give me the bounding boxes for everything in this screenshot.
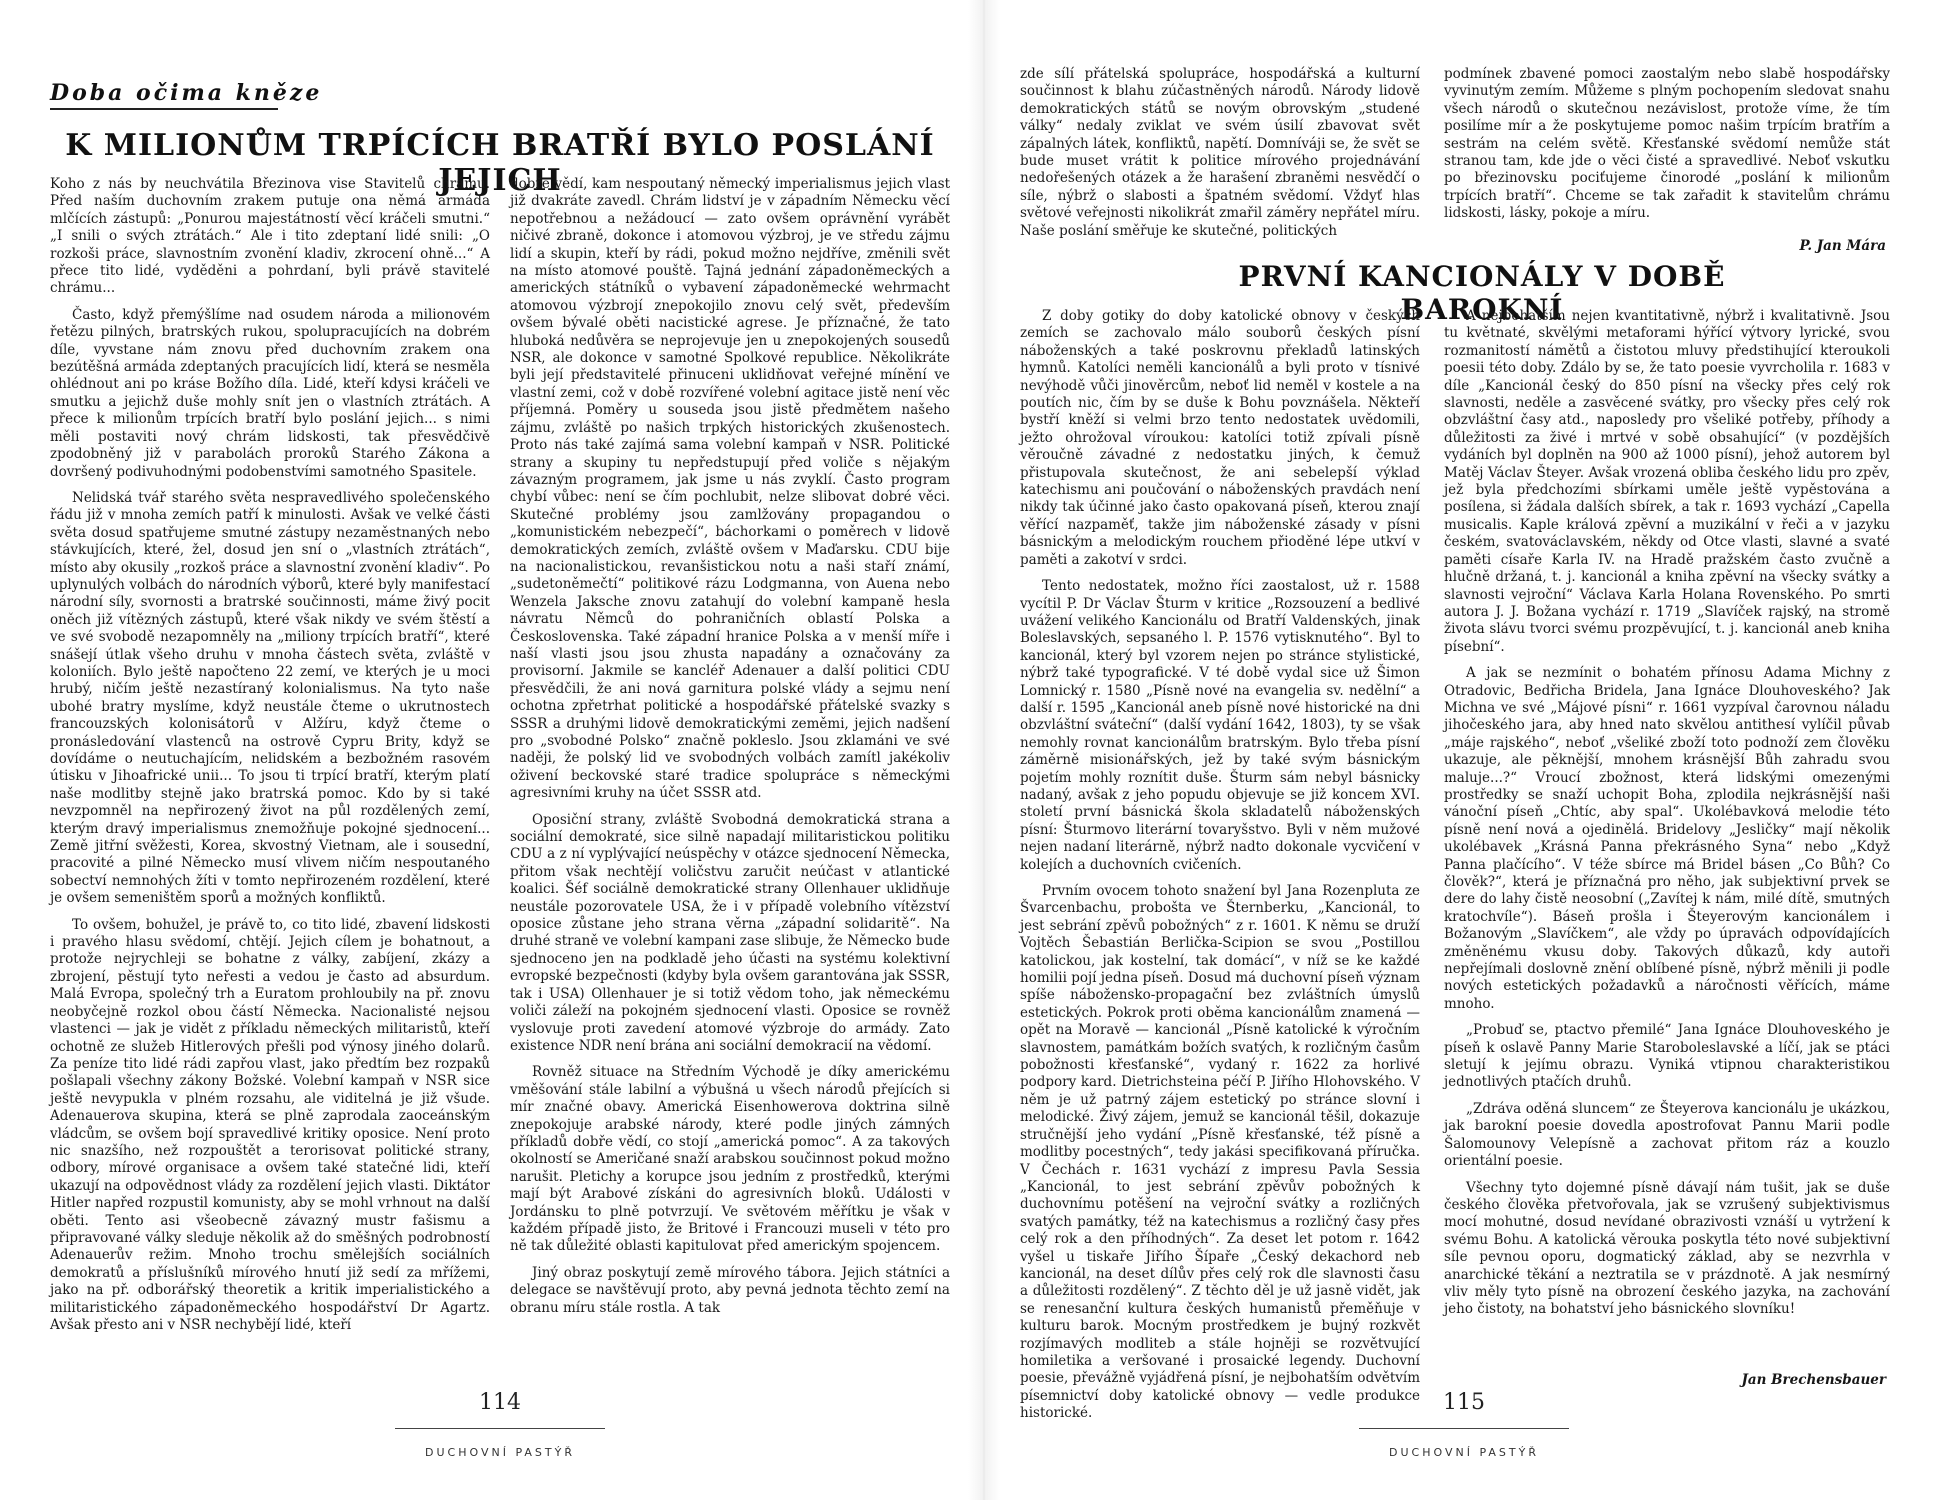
paragraph: podmínek zbavené pomoci zaostalým nebo slabě hospodářsky vyvinutým zemím. Můžeme s plným pochopením sledovat snahu všech národů o skutečnou nezávislost, protože víme, že tím posilíme mír a že poskytujeme pomoc našim trpícím bratřím a sestrám na celém světě. Křesťanské svědomí nemůže stát stranou tam, kde jde o věci čisté a spravedlivé. Neboť vskutku po březinovsku pociťujeme činorodé „poslání k milionům trpících bratří“. Chceme se tak zařadit k stavitelům chrámu lidskosti, lásky, pokoje a míru. [1444, 66, 1890, 222]
right-column-1 [1020, 308, 1420, 1422]
left-column-2 [510, 176, 950, 1386]
paragraph: Všechny tyto dojemné písně dávají nám tušit, jak se duše českého člověka přetvořovala, jak se vzrušený subjektivismus mocí mohutné, dosud nevídané obrazivosti vznáší u vytržení k svému Bohu. A katolická věrouka poskytla této nové subjektivní síle pevnou oporu, dogmatický základ, aby se nezvrhla v anarchické těkání a neztratila se v prázdnotě. A jak nesmírný vliv měly tyto písně na obrození českého jazyka, na zachování jeho čistoty, na bohatství jeho básnického slovníku! [1444, 1179, 1890, 1318]
right-top-column-2 [1444, 66, 1890, 238]
paragraph: Prvním ovocem tohoto snažení byl Jana Rozenpluta ze Švarcenbachu, probošta ve Šternberku, „Kancionál, to jest sebrání zpěvů pobožných“ z r. 1601. K němu se druží Vojtěch Šebastián Berlička-Scipion se svou „Postillou katolickou, jak kostelní, tak domácí“, v níž se ke každé homilii pojí jedna píseň. Dosud má duchovní píseň význam spíše nábožensko-propagační bez zvláštních úmyslů estetických. Pokrok proti oběma kancionálům znamená — opět na Moravě — kancionál „Písně katolické k výročním slavnostem, památkám božích svatých, k rozličným časům pobožnosti křesťanské“, vydaný r. 1622 za horlivé podpory kard. Dietrichsteina péčí P. Jiřího Hlohovského. V něm je už patrný zájem estetický po stránce slovní i melodické. Živý zájem, jemuž se kancionál těšil, dokazuje stručnější jeho vydání „Písně křesťanské, též písně a modlitby pocestných“, tedy jakási specifikovaná příručka. V Čechách r. 1631 vychází z impresu Pavla Sessia „Kancionál, to jest sebrání zpěvův pobožných k duchovnímu potěšení na vejroční svátky a rozličných svatých památky, též na katechismus a rozličný časy přes celý rok a den příhodných“. Za deset let potom r. 1642 vyšel u tiskaře Jiřího Šípaře „Český dekachord neb kancionál, na deset dílův přes celý rok dle slavnosti času a důležitosti rozdělený“. Z těchto děl je už jasně vidět, jak se renesanční kultura českých humanistů přeměňuje v kulturu barok. Mocným prostředkem je bujný rozkvět rozjímavých modliteb a stále hojněji se rozvětvující homiletika a veršované i prosaické legendy. Duchovní poesie, převážně vyjádřená písní, je nejbohatším odvětvím písemnictví doby katolické obnovy — vedle produkce historické. [1020, 883, 1420, 1422]
author-signature: Jan Brechensbauer [1741, 1372, 1886, 1388]
paragraph: dobře vědí, kam nespoutaný německý imperialismus jejich vlast již dvakráte zavedl. Chrám lidství je v západním Německu věcí nepotřebnou a nežádoucí — zato ovšem oprávnění vyrábět ničivé zbraně, dokonce i atomovou výzbroj, je ve středu zájmu lidí a skupin, kteří by rádi, pokud možno nejdříve, změnili svět na místo atomové pouště. Tajná jednání západoněmeckých a amerických státníků o vybavení západoněmecké wehrmacht atomovou výzbrojí znepokojilo znovu celý svět, především ovšem bývalé oběti nacistické agrese. Je příznačné, že tato hluboká nedůvěra se neprojevuje jen u znepokojených sousedů NSR, ale dokonce v samotné Spolkové republice. Několikráte byli její představitelé přinuceni uklidňovat veřejné mínění ve vlastní zemi, což v době rozvířené volební agitace jistě není věc příjemná. Poměry u souseda jsou jistě předmětem našeho zájmu, zvláště po našich trpkých historických zkušenostech. Proto nás také zajímá sama volební kampaň v NSR. Politické strany a skupiny tu nepředstupují před voliče s nějakým závazným programem, jak jsme u nás zvyklí. Často program chybí vůbec: není se čím pochlubit, nelze slibovat dobré věci. Skutečné problémy jsou zamlžovány propagandou o „komunistickém nebezpečí“, báchorkami o poměrech v lidově demokratických zemích, zvláště ovšem v Maďarsku. CDU bije na nacionalistickou, revanšistickou notu a naši staří známí, „sudetoněmečtí“ politikové rázu Lodgmanna, von Auena nebo Wenzela Jaksche znovu zatahují do volební kampaně hesla návratu Němců do pohraničních oblastí Polska a Československa. Také západní hranice Polska a v menší míře i naší vlasti jsou jsou zhusta napadány a označovány za provisorní. Jakmile se kancléř Adenauer a další politici CDU přesvědčili, že ani nová garnitura polské vlády a sejmu není ochotna zpřetrhat politické a hospodářské přátelské svazky s SSSR a druhými lidově demokratickými zeměmi, jejich nadšení pro „svobodné Polsko“ značně pokleslo. Jsou zklamáni ve své naději, že polský lid ve svobodných volbách zamítl jakékoliv oživení beckovské staré tradice spolupráce s německými agresivními kruhy na účet SSSR atd. [510, 176, 950, 802]
paragraph: Koho z nás by neuchvátila Březinova vise Stavitelů chrámu. Před naším duchovním zrakem putuje ona němá armáda mlčících zástupů: „Ponurou majestátností věcí kráčeli smutni.“ „I snili o svých ztrátách.“ Ale i tito zdeptaní lidé snili: „O rozkoši práce, slavnostním zvonění kladiv, zkrocení ohně...“ A přece tito lidé, vyděděni a pohrdaní, byli právě stavitelé chrámu... [50, 176, 490, 297]
paragraph: A jak se nezmínit o bohatém přínosu Adama Michny z Otradovic, Bedřicha Bridela, Jana Ignáce Dlouhoveského? Jak Michna ve své „Májové písni“ r. 1661 vyzpíval čarovnou náladu jihočeského jara, aby hned nato skvělou antithesí vylíčil půvab „máje rajského“, neboť „všeliké zboží toto podnoží zem člověku ukazuje, ale pěknější, mnohem krásnější Bůh zahradu svou maluje...?“ Vroucí zbožnost, která lidskými omezenými prostředky se snaží uchopit Boha, zplodila nejkrásnější naši vánoční píseň „Chtíc, aby spal“. Ukolébavková melodie této písně není nová a ojedinělá. Bridelovy „Jesličky“ mají několik ukolébavek „Krásná Panna překrásného Syna“ nebo „Když Panna plačícího“. V téže sbírce má Bridel básen „Co Bůh? Co člověk?“, která je příznačná pro něho, jak subjektivní prvek se dere do lahy čistě neosobní („Zavítej k nám, milé dítě, smutných kratochvíle“). Báseň prošla i Šteyerovým kancionálem i Božanovým „Slavíčkem“, ale vždy po úpravách odpovídajících změněnému vkusu doby. Takových důkazů, kdy autoři nepřejímali doslovně znění oblíbené písně, nýbrž měnili ji podle nových estetických požadavků a náročnosti věřících, máme mnoho. [1444, 665, 1890, 1012]
paragraph: Jiný obraz poskytují země mírového tábora. Jejich státníci a delegace se navštěvují proto, aby pevná jednota těchto zemí na obranu míru stále rostla. A tak [510, 1264, 950, 1316]
paragraph: To ovšem, bohužel, je právě to, co tito lidé, zbavení lidskosti i pravého hlasu svědomí, chtějí. Jejich cílem je bohatnout, a protože nejrychleji se bohatne z války, zabíjení, zkázy a zbrojení, pěstují tyto neřesti a vedou je často ad absurdum. Malá Evropa, společný trh a Euratom prohloubily na př. znovu neobyčejně rozkol obou částí Německa. Nacionalisté nejsou vlastenci — jak je vidět z příkladu německých militaristů, kteří ochotně ze služeb Hitlerových přešli pod výnosy jiného dolarů. Za peníze tito lidé rádi zapřou vlast, jako předtím bez rozpaků pošlapali všechny zákony Božské. Volební kampaň v NSR sice ještě nevypukla v plném rozsahu, ale viditelná je již všude. Adenauerova skupina, která se plně zaprodala zaoceánským vládcům, se ovšem bojí spravedlivé kritiky oposice. Není proto nic snazšího, než rozpouštět a terorisovat politické strany, odbory, mírové organisace a ovšem také statečné lidi, kteří ukazují na odpovědnost vlády za rozdělení jejich vlasti. Diktátor Hitler napřed rozpustil komunisty, aby se mohl vrhnout na další oběti. Tento asi všeobecně závazný mustr fašismu a připravované války sleduje několik až do směšných podrobností Adenauerův režim. Mnoho trochu smělejších sociálních demokratů a příslušníků mírového hnutí již sedí za mřížemi, jako na př. odborářský theoretik a kritik imperialistického a militaristického západoněmeckého hospodářství Dr Agartz. Avšak přesto ani v NSR nechybějí lidé, kteří [50, 916, 490, 1333]
paragraph: Rovněž situace na Středním Východě je díky americkému vměšování stále labilní a výbušná u všech národů přejících si mír značné obavy. Americká Eisenhowerova doktrina silně znepokojuje arabské národy, které podle jiných zámných příkladů dobře vědí, co stojí „americká pomoc“. A za takových okolností se Američané snaží arabskou součinnost pokud možno narušit. Pletichy a korupce jsou jedním z prostředků, kterými mají být Arabové získáni do agresivních bloků. Události v Jordánsku to plně potvrzují. Ve světovém měřítku je však v každém případě jisto, že Britové i Francouzi museli v této pro ně tak důležité oblasti kapitulovat před americkým spojencem. [510, 1064, 950, 1255]
page-number: 115 [1443, 1390, 1485, 1415]
paragraph: Tento nedostatek, možno říci zaostalost, už r. 1588 vycítil P. Dr Václav Šturm v kritice „Rozsouzení a bedlivé uvážení velikého Kancionálu od Bratří Valdenských, jinak Boleslavských, sepsaného l. P. 1576 vytisknutého“. Byl to kancionál, který byl vzorem nejen po stránce stylistické, nýbrž také typografické. V té době vydal sice už Šimon Lomnický r. 1580 „Písně nové na evangelia sv. nedělní“ a další r. 1595 „Kancionál aneb písně nové historické na dni obzvláštní sváteční“ (další vydání 1642, 1803), ty se však nemohly rovnat kancionálům bratrským. Bylo třeba písní záměrně misionářských, jež by také svým básnickým pojetím mohly roznítit duše. Šturm sám nebyl básnicky nadaný, avšak z jeho popudu objevuje se již koncem XVI. století první básnická škola skladatelů náboženských písní: Šturmovo literární tovaryšstvo. Byli v něm mužové nejen nadaní literárně, nýbrž nadto dokonale vycvičení v kolejích a duchovních cvičeních. [1020, 578, 1420, 873]
kicker-underline [50, 108, 278, 110]
journal-name: DUCHOVNÍ PASTÝŘ [1389, 1446, 1539, 1459]
footer-rule [1359, 1428, 1569, 1429]
journal-name: DUCHOVNÍ PASTÝŘ [425, 1446, 575, 1459]
page-number: 114 [479, 1390, 521, 1415]
paragraph: zde sílí přátelská spolupráce, hospodářská a kulturní součinnost k blahu zúčastněných národů. Národy lidově demokratických států se novým obrovským „studené války“ nedaly zviklat ve svém úsilí zbavovat svět zápalných látek, konfliktů, napětí. Domníváji se, že svět se bude muset vrátit k politice mírového projednávání nedořešených otázek a že harašení zbraněmi nesvědčí o síle, nýbrž o slabosti a špatném svědomí. Vždyť hlas světové veřejnosti nikolikrát zmařil záměry nepřátel míru. Naše poslání směřuje ke skutečné, politických [1020, 66, 1420, 239]
section-kicker: Doba očima kněze [50, 80, 323, 106]
paragraph: Oposiční strany, zvláště Svobodná demokratická strana a sociální demokraté, sice silně napadají militaristickou politiku CDU a z ní vyplývající neúspěchy v otázce sjednocení Německa, přitom však nechtějí voličstvu zaručit neúčast v atlantické koalici. Šéf sociálně demokratické strany Ollenhauer uklidňuje neustále pozorovatele USA, že i v případě volebního vítězství oposice zůstane jeho strana věrna „západní solidaritě“. Na druhé straně ve volební kampani zase slibuje, že Německo bude sjednoceno jen na podkladě jeho účasti na systému kolektivní evropské bezpečnosti (kdyby byla ovšem garantována jak SSSR, tak i USA) Ollenhauer je si totiž vědom toho, jak německému voliči záleží na pokojném sjednocení vlasti. Oposice se rovněž vyslovuje proti zavedení atomové výzbroje do armády. Zato existence NDR není brána ani sociální demokracií na vědomí. [510, 811, 950, 1054]
article-title: K MILIONŮM TRPÍCÍCH BRATŘÍ BYLO POSLÁNÍ JEJICH [65, 128, 935, 198]
article-title: PRVNÍ KANCIONÁLY V DOBĚ BAROKNÍ [1238, 260, 1726, 326]
paragraph: Často, když přemýšlíme nad osudem národa a milionovém řetězu pilných, bratrských rukou, spolupracujících na dobrém díle, vyvstane nám znovu před duchovním zrakem ona bezútěšná armáda zdeptaných pracujících lidí, která se nesměla ohlédnout ani po kráse Božího díla. Lidé, kteří kdysi kráčeli ve smutku a jejichž duše mohly snít jen o vlastních ztrátách. A přece k milionům trpících bratří bylo poslání jejich... s nimi měli postaviti nový chrám lidskosti, tak přesvědčivě zpodobněný již v parabolách proroků Starého Zákona a dovršený podivuhodnými podobenstvími samotného Spasitele. [50, 306, 490, 480]
paragraph: „Probuď se, ptactvo přemilé“ Jana Ignáce Dlouhoveského je píseň k oslavě Panny Marie Staroboleslavské a líčí, jak se ptáci sletují k jejímu obrazu. Vyniká vtipnou charakteristikou jednotlivých ptačích druhů. [1444, 1022, 1890, 1091]
author-signature: P. Jan Mára [1799, 238, 1886, 254]
right-top-column-1 [1020, 66, 1420, 238]
right-page [984, 0, 1942, 1500]
paragraph: A nejbohatším nejen kvantitativně, nýbrž i kvalitativně. Jsou tu květnaté, skvělými metaforami hýřící výtvory lyrické, svou rozmanitostí námětů a čistotou mluvy předstihující kteroukoli poesii této doby. Zdálo by se, že tato poesie vyvrcholila r. 1683 v díle „Kancionál český do 850 písní na všecky přes celý rok slavnosti, neděle a zasvěcené svátky, pro všecky přes celý rok obzvláštní časy atd., naposledy pro všeliké potřeby, příhody a důležitosti za živé i mrtvé v sobě obsahující“ (v pozdějších vydáních byl doplněn na 900 až 1000 písní), jehož autorem byl Matěj Václav Šteyer. Avšak vrozená obliba českého lidu pro zpěv, jež byla předchozími sbírkami uměle ještě vypěstována a posílena, si žádala dalších sbírek, a tak r. 1693 vychází „Capella musicalis. Kaple králová zpěvní a muzikální v řeči a v jazyku českém, svatováclavském, někdy od Otce vlasti, slavné a svaté paměti císaře Karla IV. na Hradě pražském často zvučně a hlučně držaná, t. j. kancionál a kniha zpěvní na všecky svátky a slavnosti vejroční“ Václava Karla Holana Rovenského. Po smrti autora J. J. Božana vychází r. 1719 „Slavíček rajský, na stromě života slávu tvorci svému prozpěvující, t. j. kancionál aneb kniha písební“. [1444, 308, 1890, 655]
paragraph: „Zdrávа oděná sluncem“ ze Šteyerova kancionálu je ukázkou, jak barokní poesie dovedla apostrofovat Pannu Marii podle Šalomounovy Velepísně a zachovat přitom ráz a kouzlo orientální poesie. [1444, 1100, 1890, 1170]
left-column-1 [50, 176, 490, 1386]
footer-rule [395, 1428, 605, 1429]
right-column-2 [1444, 308, 1890, 1368]
paragraph: Z doby gotiky do doby katolické obnovy v českých zemích se zachovalo málo souborů českých písní náboženských a také poskrovnu překladů latinských hymnů. Katolíci neměli kancionálů a byli proto v tísnivé nevýhodě vůči jinověrcům, neboť lid neměl v kostele a na poutích nic, čím by se duše k Bohu povznášela. Někteří bystří kněží si velmi brzo tento nedostatek uvědomili, ježto ohrožoval víroukou: katolíci totiž zpívali písně věroučně závadné z nedostatku jiných, k čemuž přistupovala skutečnost, že ani sebelepší výklad katechismu ani poučování o náboženských pravdách není nikdy tak účinné jako často opakovaná píseň, kterou znají věřící nazpaměť, takže jim náboženské zásady v písni básnickým a melodickým rouchem přioděné lépe utkví v paměti a zakotví v srdci. [1020, 308, 1420, 568]
paragraph: Nelidská tvář starého světa nespravedlivého společenského řádu již v mnoha zemích patří k minulosti. Avšak ve velké části světa dosud spatřujeme smutné zástupy nezaměstnaných nebo stávkujících, které, žel, dosud jen sní o „vlastních ztrátách“, místo aby okusily „rozkoš práce a slavnostní zvonění kladiv“. Po uplynulých volbách do národních výborů, které byly manifestací národní síly, svornosti a bratrské součinnosti, máme živý pocit oněch již vítězných zástupů, které však nikdy ve svém štěstí a ve své svobodě nezapomněly na „miliony trpících bratří“, které snášejí útlak všeho druhu v mnoha částech světa, zvláště v koloniích. Bylo ještě napočteno 22 zemí, ve kterých je u moci hrubý, ničím ještě nezastíraný kolonialismus. Na tyto naše ubohé bratry myslíme, když neustále čteme o ukrutnostech francouzských kolonisátorů v Alžíru, když čteme o pronásledování vlastenců na ostrově Cypru Brity, když se dovídáme o neutuchajícím, nelidském a bezbožném rasovém útisku v Jihoafrické unii... To jsou ti trpící bratří, kterým platí naše modlitby stejně jako bratrská pomoc. Kdo by si také nevzpomněl na nepřirozený život na půl rozdělených zemí, kterým dravý imperialismus znemožňuje pokojné sjednocení... Země jitřní svěžesti, Korea, skvostný Vietnam, ale i sousední, pracovité a pilné Německo musí vlivem ničím nespoutaného sobectví nemnohých žíti v tomto nepřirozeném rozdělení, které je ovšem semeništěm sporů a možných konfliktů. [50, 489, 490, 907]
